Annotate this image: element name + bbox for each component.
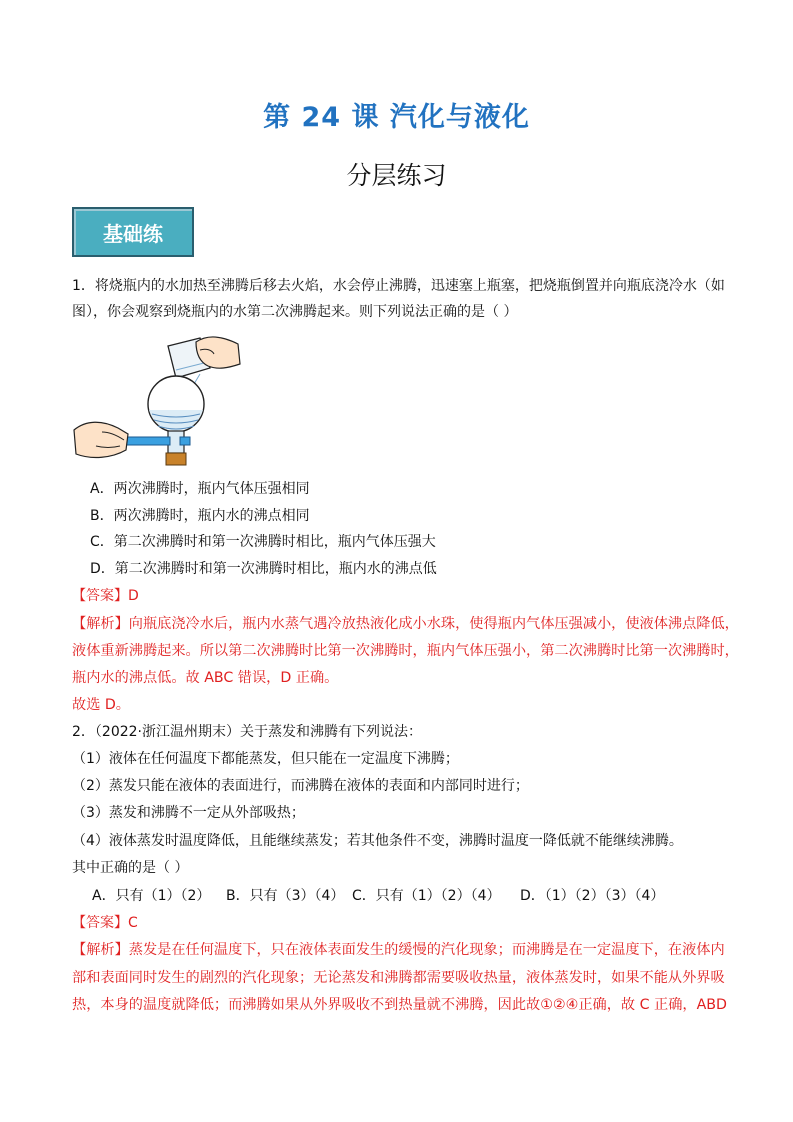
q1-answer-line — [72, 586, 139, 606]
answer-tag: 【答案】 — [72, 588, 128, 604]
flask-pouring-water-illustration — [72, 328, 244, 473]
q2-item-1: （1）液体在任何温度下都能蒸发，但只能在一定温度下沸腾； — [72, 751, 459, 767]
q1-analysis-line-1: 【解析】向瓶底浇冷水后，瓶内水蒸气遇冷放热液化成小水珠，使得瓶内气体压强减小，使液体沸点降低， — [72, 616, 739, 632]
q1-analysis-line-2: 液体重新沸腾起来。所以第二次沸腾时比第一次沸腾时，瓶内气体压强小，第二次沸腾时比第一次沸腾时， — [72, 643, 739, 659]
clamp-icon — [122, 437, 190, 445]
q2-stem: 2．（2022·浙江温州期末）关于蒸发和沸腾有下列说法： — [72, 724, 422, 740]
q2-item-3: （3）蒸发和沸腾不一定从外部吸热； — [72, 805, 305, 821]
q1-option-c: C．第二次沸腾时和第一次沸腾时相比，瓶内气体压强大 — [90, 534, 436, 550]
q2-item-2: （2）蒸发只能在液体的表面进行，而沸腾在液体的表面和内部同时进行； — [72, 778, 529, 794]
q2-option-a: A．只有（1）（2） — [92, 888, 211, 904]
section-label-box: 基础练 — [72, 207, 194, 257]
analysis-tag: 【解析】 — [72, 616, 129, 632]
q1-stem-line-2: 图），你会观察到烧瓶内的水第二次沸腾起来。则下列说法正确的是（ ） — [72, 304, 518, 320]
page-subtitle: 分层练习 — [346, 161, 447, 190]
q1-analysis-line-3: 瓶内水的沸点低。故 ABC 错误，D 正确。 — [72, 670, 339, 686]
q1-answer-value: D — [128, 588, 139, 604]
q2-answer-value: C — [128, 915, 138, 931]
page-title: 第 24 课 汽化与液化 — [263, 102, 530, 133]
q1-option-b: B．两次沸腾时，瓶内水的沸点相同 — [90, 508, 310, 524]
q2-option-d: D．（1）（2）（3）（4） — [520, 888, 665, 904]
answer-tag: 【答案】 — [72, 915, 128, 931]
q1-stem-line-1: 1．将烧瓶内的水加热至沸腾后移去火焰，水会停止沸腾，迅速塞上瓶塞，把烧瓶倒置并向瓶底浇冷水（如 — [72, 278, 725, 294]
q2-analysis-line-3: 热，本身的温度就降低；而沸腾如果从外界吸收不到热量就不沸腾，因此故①②④正确，故 C 正确，ABD — [72, 997, 727, 1013]
q2-option-c: C．只有（1）（2）（4） — [352, 888, 501, 904]
inverted-flask-icon — [148, 376, 204, 465]
q2-item-4: （4）液体蒸发时温度降低，且能继续蒸发；若其他条件不变，沸腾时温度一降低就不能继续沸腾。 — [72, 833, 683, 849]
q2-analysis-line-1: 【解析】蒸发是在任何温度下，只在液体表面发生的缓慢的汽化现象；而沸腾是在一定温度下，在液体内 — [72, 942, 725, 958]
q1-option-d: D．第二次沸腾时和第一次沸腾时相比，瓶内水的沸点低 — [90, 561, 437, 577]
q1-option-a: A．两次沸腾时，瓶内气体压强相同 — [90, 481, 310, 497]
q1-analysis-line-4: 故选 D。 — [72, 697, 130, 713]
lower-hand-icon — [74, 422, 128, 457]
q2-option-b: B．只有（3）（4） — [226, 888, 345, 904]
q2-analysis-line-2: 部和表面同时发生的剧烈的汽化现象；无论蒸发和沸腾都需要吸收热量，液体蒸发时，如果不能从外界吸 — [72, 970, 725, 986]
q2-answer-line — [72, 913, 138, 933]
analysis-tag: 【解析】 — [72, 942, 129, 958]
q2-question: 其中正确的是（ ） — [72, 860, 189, 876]
